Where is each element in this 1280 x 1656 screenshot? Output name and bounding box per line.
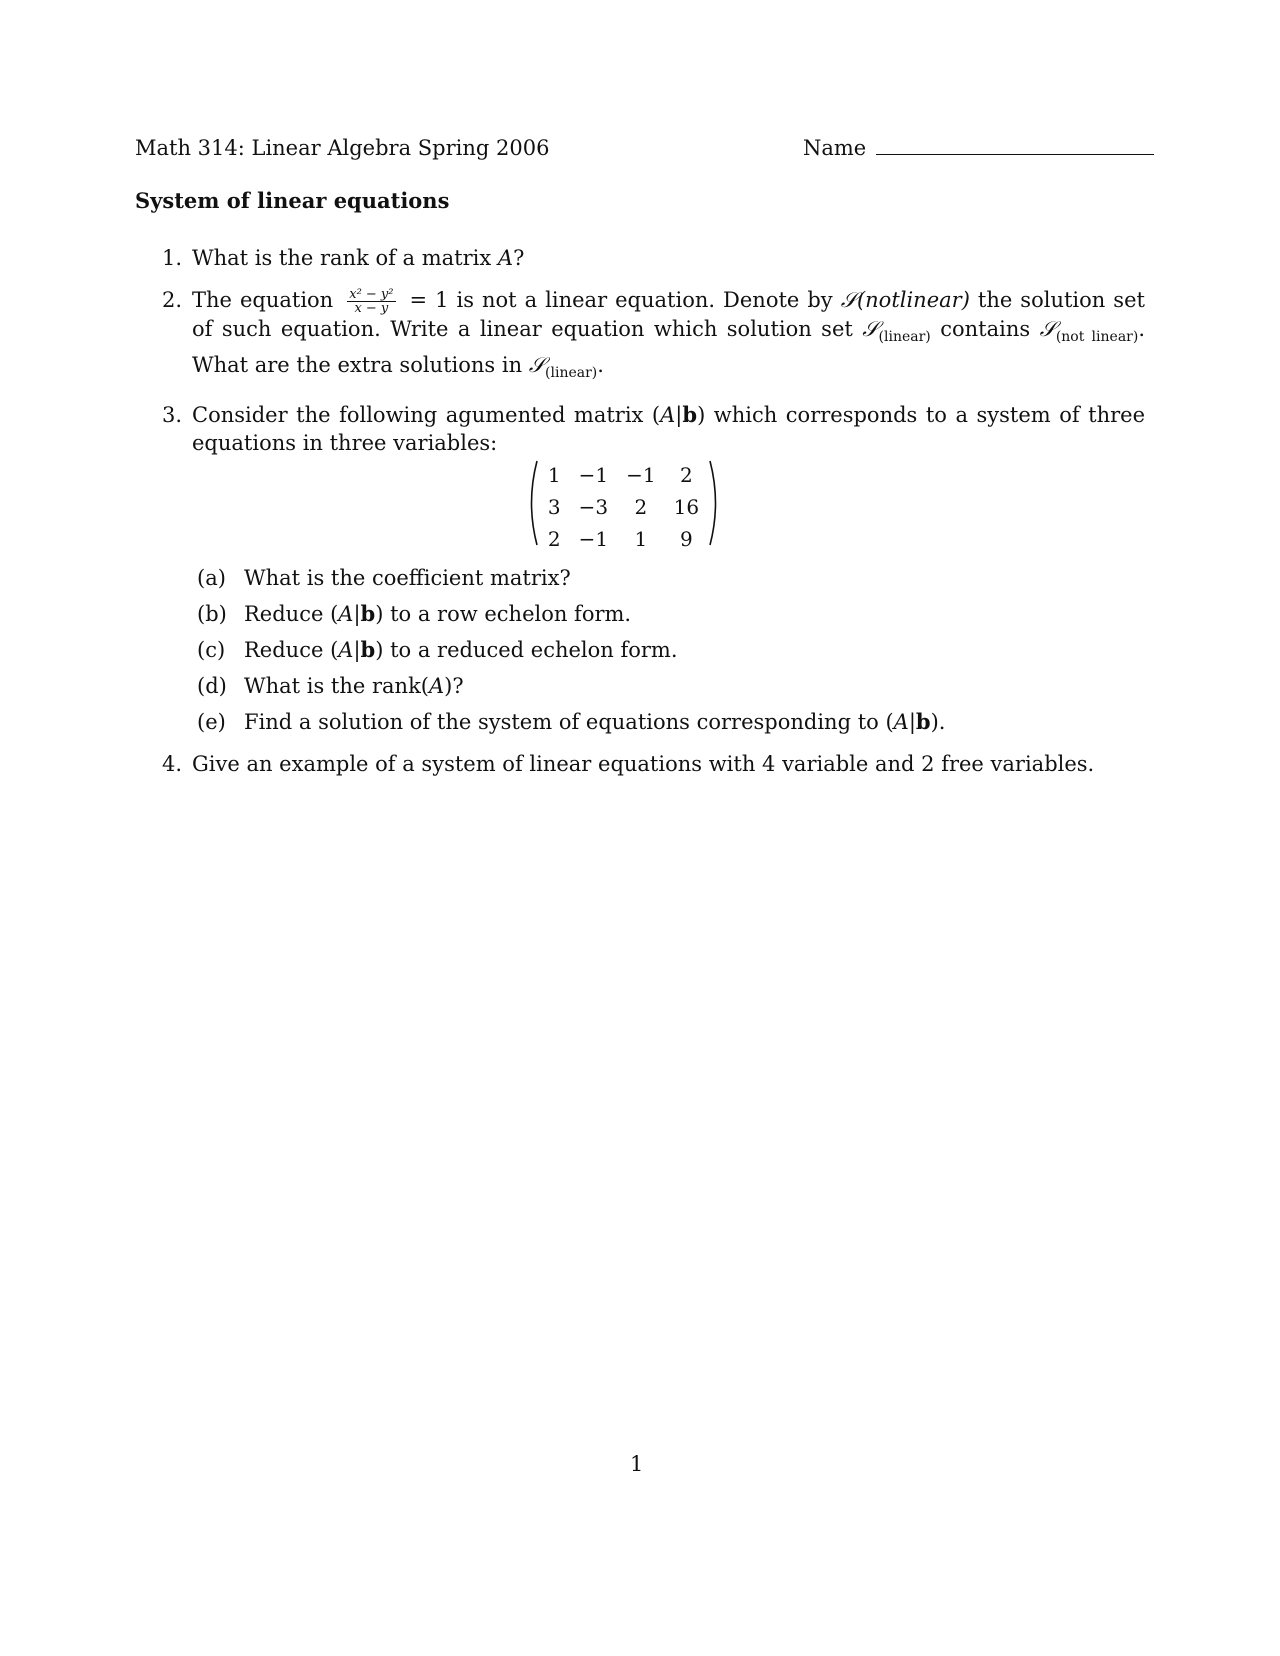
bar-symbol: | — [353, 602, 361, 627]
page-header — [135, 136, 1145, 166]
fraction-numerator: x² − y² — [349, 287, 394, 302]
subproblem-list — [192, 564, 1145, 736]
problem-number: 1. — [162, 246, 183, 270]
page-number: 1 — [630, 1452, 644, 1476]
solution-set-subscript: (linear) — [545, 365, 598, 382]
solution-set-subscript: (linear) — [878, 329, 931, 346]
problem-text: . What are the extra solutions in — [192, 317, 1146, 378]
bar-symbol: | — [675, 403, 683, 428]
matrix-row — [539, 523, 708, 555]
section-title: System of linear equations — [135, 188, 450, 213]
problem-text: contains — [940, 317, 1031, 341]
subproblem-d — [192, 672, 1145, 700]
math-vector: b — [682, 402, 698, 428]
name-blank-line — [876, 136, 1154, 155]
problem-text: What is the rank of a matrix — [192, 246, 498, 270]
subproblem-text: What is the coefficient matrix? — [244, 566, 571, 591]
matrix-row — [539, 459, 708, 491]
problem-2 — [135, 286, 1145, 387]
math-vector: b — [360, 637, 376, 663]
fraction — [347, 288, 395, 315]
subproblem-label: (c) — [197, 638, 226, 663]
subproblem-label: (a) — [197, 566, 226, 591]
problem-number: 3. — [162, 403, 183, 428]
subproblem-b — [192, 600, 1145, 628]
subproblem-c — [192, 636, 1145, 664]
solution-set-arg: (notlinear) — [856, 288, 970, 312]
math-vector: b — [915, 709, 931, 735]
problem-text: = 1 is not a linear equation. Denote by — [409, 288, 833, 312]
math-var: A — [893, 710, 909, 735]
augmented-matrix — [192, 459, 1145, 554]
matrix-cell: 16 — [673, 494, 700, 519]
math-var: A — [428, 674, 445, 699]
left-paren — [525, 459, 539, 554]
matrix-cell: 3 — [547, 494, 561, 519]
subproblem-text: ) to a reduced echelon form. — [375, 638, 678, 663]
problem-text: Give an example of a system of linear equations with 4 variable and 2 free variables. — [192, 752, 1095, 777]
math-var: A — [338, 638, 354, 663]
matrix-cell: −1 — [578, 526, 609, 551]
matrix-cell: 9 — [679, 526, 693, 551]
bar-symbol: | — [353, 638, 361, 663]
math-vector: b — [360, 601, 376, 627]
subproblem-text: )? — [444, 674, 464, 699]
problem-text: The equation — [192, 288, 334, 312]
solution-set-symbol: 𝒮 — [1039, 317, 1056, 341]
problem-3 — [135, 401, 1145, 736]
subproblem-text: Reduce ( — [244, 638, 339, 663]
solution-set-symbol: 𝒮 — [862, 317, 879, 341]
subproblem-text: ) to a row echelon form. — [375, 602, 632, 627]
problem-text: the solution set of such equation. Write a linear equation which solution set — [192, 288, 1145, 341]
problem-1 — [135, 244, 1145, 272]
subproblem-text: Find a solution of the system of equations corresponding to ( — [244, 710, 894, 735]
math-var: A — [338, 602, 354, 627]
subproblem-label: (b) — [197, 602, 227, 627]
problem-number: 4. — [162, 752, 183, 777]
matrix-cell: −3 — [578, 494, 609, 519]
math-var: A — [497, 246, 514, 270]
subproblem-e — [192, 708, 1145, 736]
right-paren — [708, 459, 722, 554]
solution-set-symbol: 𝒮 — [840, 288, 857, 312]
subproblem-text: Reduce ( — [244, 602, 339, 627]
fraction-denominator: x − y — [354, 301, 389, 316]
matrix-cell: −1 — [626, 463, 656, 488]
matrix-cell: 2 — [679, 463, 693, 488]
solution-set-subscript: (not linear) — [1055, 329, 1139, 346]
subproblem-label: (d) — [197, 674, 227, 699]
subproblem-label: (e) — [197, 710, 226, 735]
problem-text: . — [597, 353, 604, 378]
problem-number: 2. — [162, 288, 183, 312]
subproblem-text: ). — [930, 710, 946, 735]
matrix-cell: −1 — [578, 463, 609, 488]
name-field — [803, 136, 1154, 160]
math-var: A — [660, 403, 676, 428]
matrix-cell: 2 — [634, 494, 648, 519]
matrix-cell: 2 — [547, 526, 561, 551]
subproblem-a — [192, 564, 1145, 592]
problem-text: Consider the following agumented matrix ( — [192, 403, 661, 428]
problem-4 — [135, 750, 1145, 778]
matrix-table — [539, 459, 708, 554]
course-title: Math 314: Linear Algebra Spring 2006 — [135, 136, 550, 160]
matrix-cell: 1 — [634, 526, 648, 551]
problem-list — [135, 244, 1145, 792]
matrix-row — [539, 491, 708, 523]
solution-set-symbol: 𝒮 — [528, 353, 546, 378]
problem-text: ) which corresponds to a system of three equations in three variables: — [192, 403, 1145, 456]
bar-symbol: | — [908, 710, 916, 735]
matrix-cell: 1 — [547, 463, 561, 488]
name-label: Name — [803, 136, 867, 160]
subproblem-text: What is the rank( — [244, 674, 429, 699]
problem-text: ? — [513, 246, 525, 270]
